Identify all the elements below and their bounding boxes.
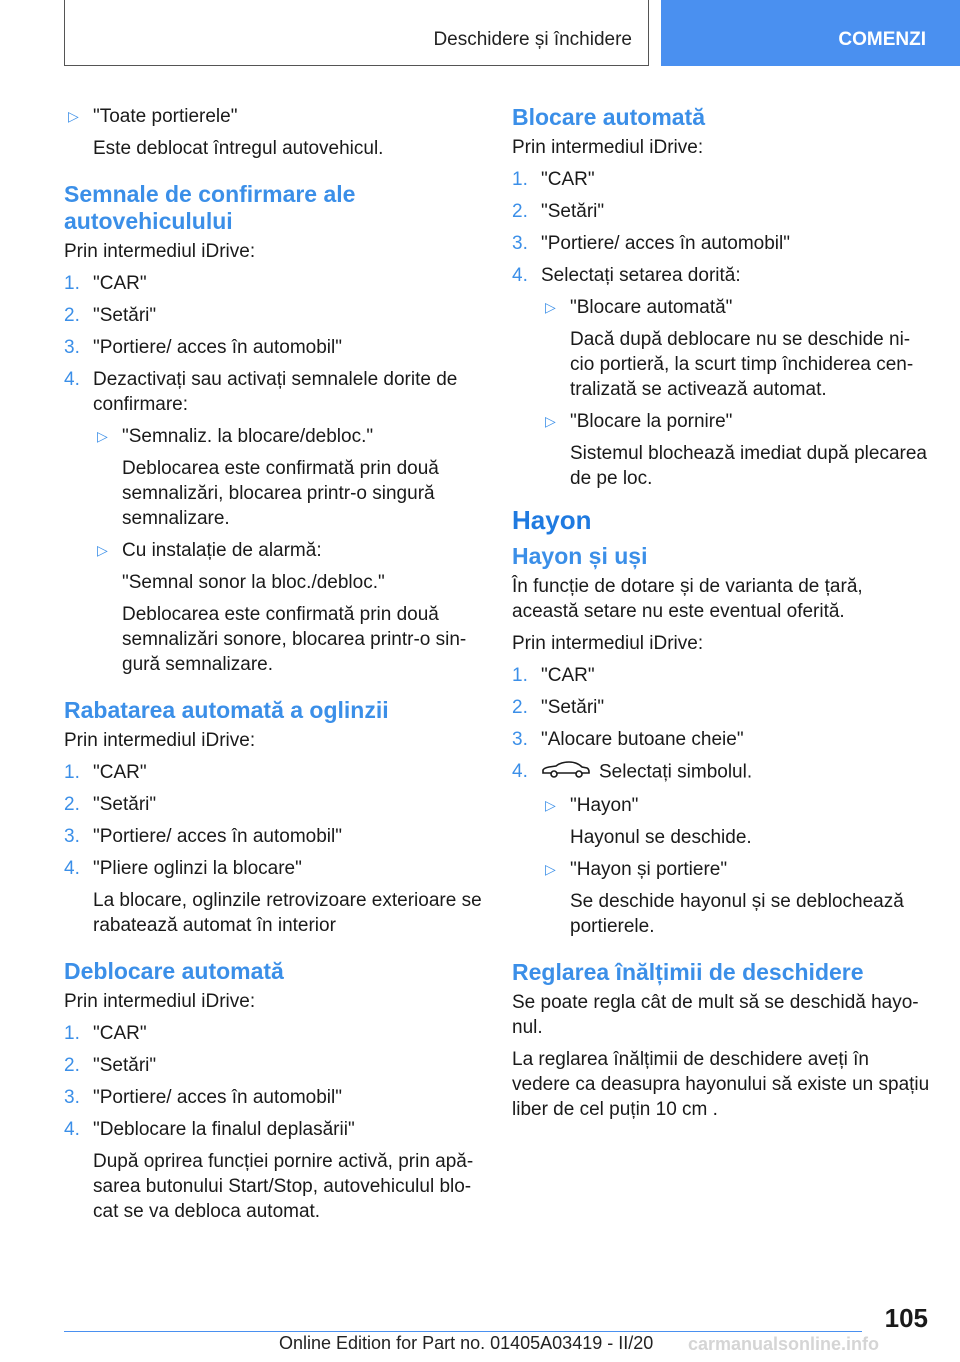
list-item — [64, 856, 484, 881]
list-item — [64, 1085, 484, 1110]
right-column — [512, 104, 932, 1129]
paragraph: La reglarea înălțimii de deschidere aveți în vedere ca deasupra hayonului să existe un spațiu liber de cel puțin 10 cm . — [512, 1049, 930, 1120]
list-item — [64, 1053, 484, 1078]
bullet-label: "Hayon" — [570, 795, 639, 816]
list-number: 3. — [512, 729, 528, 750]
list-item-text: "Setări" — [93, 305, 157, 326]
list-item-text: Selectați setarea dorită: — [541, 265, 741, 286]
header-chapter-title: COMENZI — [838, 29, 926, 50]
bullet-item — [541, 409, 932, 491]
bullet-text: Sistemul blochează imediat după plecarea de pe loc. — [570, 443, 927, 489]
list-item-text: "Portiere/ acces în automobil" — [93, 826, 342, 847]
left-column — [64, 104, 484, 1231]
list-number: 1. — [512, 665, 528, 686]
list-item-text: "Pliere oglinzi la blocare" — [93, 858, 302, 879]
intro-text: Prin intermediul iDrive: — [512, 137, 704, 158]
section-heading-autolock: Blocare automată — [512, 104, 706, 130]
list-number: 4. — [64, 1119, 80, 1140]
chapter-heading-hayon: Hayon — [512, 505, 592, 535]
list-item-text: "Setări" — [93, 1055, 157, 1076]
list-number: 3. — [64, 1087, 80, 1108]
header-section-box — [64, 0, 649, 66]
list-number: 3. — [64, 337, 80, 358]
list-item — [64, 824, 484, 849]
triangle-bullet-icon: ▷ — [545, 861, 556, 877]
section-heading-confirmation: Semnale de confirmare ale autovehiculului — [64, 181, 356, 234]
list-number: 3. — [512, 233, 528, 254]
bullet-label: "Toate portierele" — [93, 106, 238, 127]
list-item — [64, 760, 484, 785]
list-item-text: "CAR" — [541, 665, 595, 686]
bullet-label: "Hayon și portiere" — [570, 859, 728, 880]
list-number: 4. — [512, 761, 528, 782]
bullet-text: Deblocarea este confirmată prin două semnalizări, blocarea printr-o singură semnalizare. — [122, 458, 439, 529]
bullet-text: Se deschide hayonul și se deblochează portierele. — [570, 891, 904, 937]
list-number: 4. — [64, 369, 80, 390]
triangle-bullet-icon: ▷ — [97, 542, 108, 558]
triangle-bullet-icon: ▷ — [545, 797, 556, 813]
list-item-text: "Setări" — [541, 697, 605, 718]
list-item — [512, 695, 932, 720]
list-item — [64, 792, 484, 817]
list-item — [512, 167, 932, 192]
bullet-label: "Semnaliz. la blocare/debloc." — [122, 426, 374, 447]
list-number: 1. — [64, 762, 80, 783]
list-item — [64, 367, 484, 417]
footer-edition: Online Edition for Part no. 01405A03419 - II/20 — [279, 1333, 654, 1353]
list-item — [64, 271, 484, 296]
intro-text: Prin intermediul iDrive: — [512, 633, 704, 654]
list-item-text: "CAR" — [93, 762, 147, 783]
list-item-text: "Portiere/ acces în automobil" — [93, 1087, 342, 1108]
list-number: 4. — [512, 265, 528, 286]
triangle-bullet-icon: ▷ — [68, 108, 79, 124]
list-item-text: "Setări" — [541, 201, 605, 222]
list-number: 1. — [64, 273, 80, 294]
bullet-label: "Blocare la pornire" — [570, 411, 733, 432]
bullet-label: Cu instalație de alarmă: — [122, 540, 322, 561]
triangle-bullet-icon: ▷ — [97, 428, 108, 444]
bullet-text: Este deblocat întregul autovehicul. — [93, 138, 384, 159]
list-number: 2. — [512, 201, 528, 222]
list-number: 3. — [64, 826, 80, 847]
list-item — [512, 759, 932, 786]
availability-note: În funcție de dotare și de varianta de țară, această setare nu este eventual oferită. — [512, 576, 863, 622]
section-heading-height: Reglarea înălțimii de deschidere — [512, 959, 864, 985]
header-section-title: Deschidere și închidere — [433, 29, 632, 50]
triangle-bullet-icon: ▷ — [545, 299, 556, 315]
bullet-text: Dacă după deblocare nu se deschide ni-cio portieră, la scurt timp închiderea cen-tralizată se activează automat. — [570, 329, 914, 400]
header-chapter-box — [661, 0, 960, 66]
list-item-text: "Setări" — [93, 794, 157, 815]
list-item — [512, 199, 932, 224]
list-number: 2. — [64, 794, 80, 815]
list-item-text: "CAR" — [93, 273, 147, 294]
list-item — [512, 263, 932, 288]
list-item — [64, 1021, 484, 1046]
list-item — [64, 1117, 484, 1142]
list-item — [512, 727, 932, 752]
bullet-label: "Blocare automată" — [570, 297, 733, 318]
list-item-text: "Portiere/ acces în automobil" — [541, 233, 790, 254]
list-number: 1. — [512, 169, 528, 190]
page-number: 105 — [884, 1303, 928, 1333]
bullet-item — [541, 295, 932, 402]
bullet-text: Deblocarea este confirmată prin două semnalizări sonore, blocarea printr-o sin-gură semnalizare. — [122, 604, 467, 675]
bullet-item — [64, 104, 484, 161]
list-item — [512, 663, 932, 688]
intro-text: Prin intermediul iDrive: — [64, 241, 256, 262]
paragraph: Se poate regla cât de mult să se deschidă hayo-nul. — [512, 992, 919, 1038]
list-number: 2. — [64, 1055, 80, 1076]
list-item-text: "Portiere/ acces în automobil" — [93, 337, 342, 358]
car-icon — [541, 759, 591, 786]
footer-watermark: carmanualsonline.info — [688, 1334, 880, 1354]
step-note: După oprirea funcției pornire activă, prin apă-sarea butonului Start/Stop, autovehiculul blo-cat se va debloca automat. — [93, 1151, 474, 1222]
intro-text: Prin intermediul iDrive: — [64, 991, 256, 1012]
bullet-item — [93, 424, 484, 531]
bullet-item — [541, 793, 932, 850]
bullet-item — [93, 538, 484, 677]
section-heading-mirror: Rabatarea automată a oglinzii — [64, 697, 389, 723]
list-item-text: Selectați simbolul. — [599, 761, 753, 783]
section-heading-hayon-doors: Hayon și uși — [512, 543, 648, 569]
bullet-label-line2: "Semnal sonor la bloc./debloc." — [122, 572, 385, 593]
list-number: 1. — [64, 1023, 80, 1044]
list-item — [64, 303, 484, 328]
triangle-bullet-icon: ▷ — [545, 413, 556, 429]
list-item-text: "Alocare butoane cheie" — [541, 729, 744, 750]
list-item — [64, 335, 484, 360]
list-item — [512, 231, 932, 256]
list-number: 2. — [64, 305, 80, 326]
step-note: La blocare, oglinzile retrovizoare exterioare se rabatează automat în interior — [93, 890, 482, 936]
list-item-text: "CAR" — [541, 169, 595, 190]
intro-text: Prin intermediul iDrive: — [64, 730, 256, 751]
list-item-text: Dezactivați sau activați semnalele dorite de confirmare: — [93, 369, 458, 415]
footer-divider — [64, 1331, 862, 1332]
bullet-item — [541, 857, 932, 939]
section-heading-unlock: Deblocare automată — [64, 958, 284, 984]
list-number: 4. — [64, 858, 80, 879]
list-item-text: "Deblocare la finalul deplasării" — [93, 1119, 355, 1140]
bullet-text: Hayonul se deschide. — [570, 827, 752, 848]
list-item-text: "CAR" — [93, 1023, 147, 1044]
list-number: 2. — [512, 697, 528, 718]
